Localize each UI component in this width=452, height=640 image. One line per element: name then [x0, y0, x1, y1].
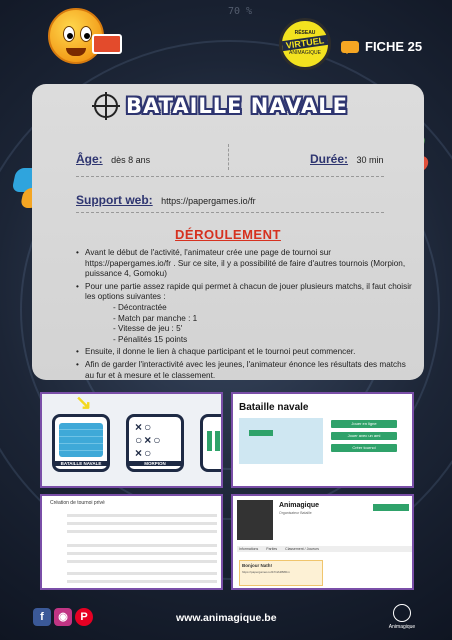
instagram-icon[interactable]: ◉ — [54, 608, 72, 626]
list-item: • Pour une partie assez rapide qui permet à chacun de jouer plusieurs matchs, il faut choisir les options suivantes : - Décontractée - Match par manche : 1 - Vitesse de jeu : 5' - Pénalités 15 points — [76, 282, 416, 346]
game-board-preview — [239, 418, 323, 464]
divider — [76, 212, 384, 213]
chat-icon — [341, 41, 359, 53]
play-online-button[interactable]: Jouer en ligne — [331, 420, 397, 428]
support-web-info: Support web: https://papergames.io/fr — [76, 193, 256, 207]
page-title: BATAILLE NAVALE — [126, 94, 349, 118]
play-friend-button[interactable]: Jouer avec un ami — [331, 432, 397, 440]
game-tile-bataille: BATAILLE NAVALE — [52, 414, 110, 472]
decor-text: 70 % — [228, 6, 253, 17]
tab-classement[interactable]: Classement / Joueurs — [285, 547, 320, 551]
tab-parties[interactable]: Parties — [266, 547, 278, 551]
game-tile-other — [200, 414, 223, 472]
facebook-icon[interactable]: f — [33, 608, 51, 626]
age-info: Âge: dès 8 ans — [76, 152, 151, 166]
support-link[interactable]: https://papergames.io/fr — [161, 196, 256, 206]
duree-info: Durée: 30 min — [310, 152, 384, 166]
option-item: - Pénalités 15 points — [113, 334, 188, 344]
steps-list — [76, 248, 416, 383]
game-tile-morpion: ×○ ○×○ ×○ MORPION — [126, 414, 184, 472]
pinterest-icon[interactable]: P — [75, 608, 93, 626]
option-item: - Match par manche : 1 — [113, 313, 198, 323]
title-row — [94, 94, 348, 118]
social-links — [33, 608, 93, 626]
animagique-logo: Animagique — [382, 604, 422, 630]
arrow-icon: ↘ — [75, 392, 92, 414]
section-heading: DÉROULEMENT — [175, 227, 281, 242]
crosshair-icon — [94, 94, 118, 118]
list-item: • Afin de garder l'interactivité avec les jeunes, l'animateur énonce les résultats des matchs au fur et à mesure et le classement. — [76, 360, 416, 381]
divider — [76, 176, 384, 177]
list-item: • Ensuite, il donne le lien à chaque participant et le tournoi peut commencer. — [76, 347, 416, 358]
screenshot-game-page: Bataille navale Jouer en ligne Jouer avec un ami Créer tournoi — [231, 392, 414, 488]
screenshot-tournament-form: Création de tournoi privé — [40, 494, 223, 590]
footer — [0, 600, 452, 640]
list-item: • Avant le début de l'activité, l'animateur crée une page de tournoi sur https://papergames.io/fr . Sur ce site, il y a possibilité de faire d'autres tournois (Morpion, puissance 4, Gomoku) — [76, 248, 416, 280]
website-link[interactable]: www.animagique.be — [176, 612, 277, 624]
divider — [228, 144, 229, 170]
activity-card — [32, 84, 424, 380]
reseau-virtuel-badge: RÉSEAU VIRTUEL ANIMAGIQUE — [279, 18, 331, 70]
option-item: - Vitesse de jeu : 5' — [113, 324, 183, 334]
screenshot-game-selection — [40, 392, 223, 488]
screenshot-tournament-page: Animagique Organisateur Bataille Informations Parties Classement / Joueurs Bonjour Nath! https://papergames.io/fr/t/4A3B8Dm — [231, 494, 414, 590]
tab-informations[interactable]: Informations — [239, 547, 259, 551]
fiche-number: FICHE 25 — [341, 39, 422, 54]
option-item: - Décontractée — [113, 302, 167, 312]
create-tournament-button[interactable]: Créer tournoi — [331, 444, 397, 452]
laptop-icon — [92, 34, 122, 54]
welcome-note: Bonjour Nath! https://papergames.io/fr/t/4A3B8Dm — [239, 560, 323, 586]
